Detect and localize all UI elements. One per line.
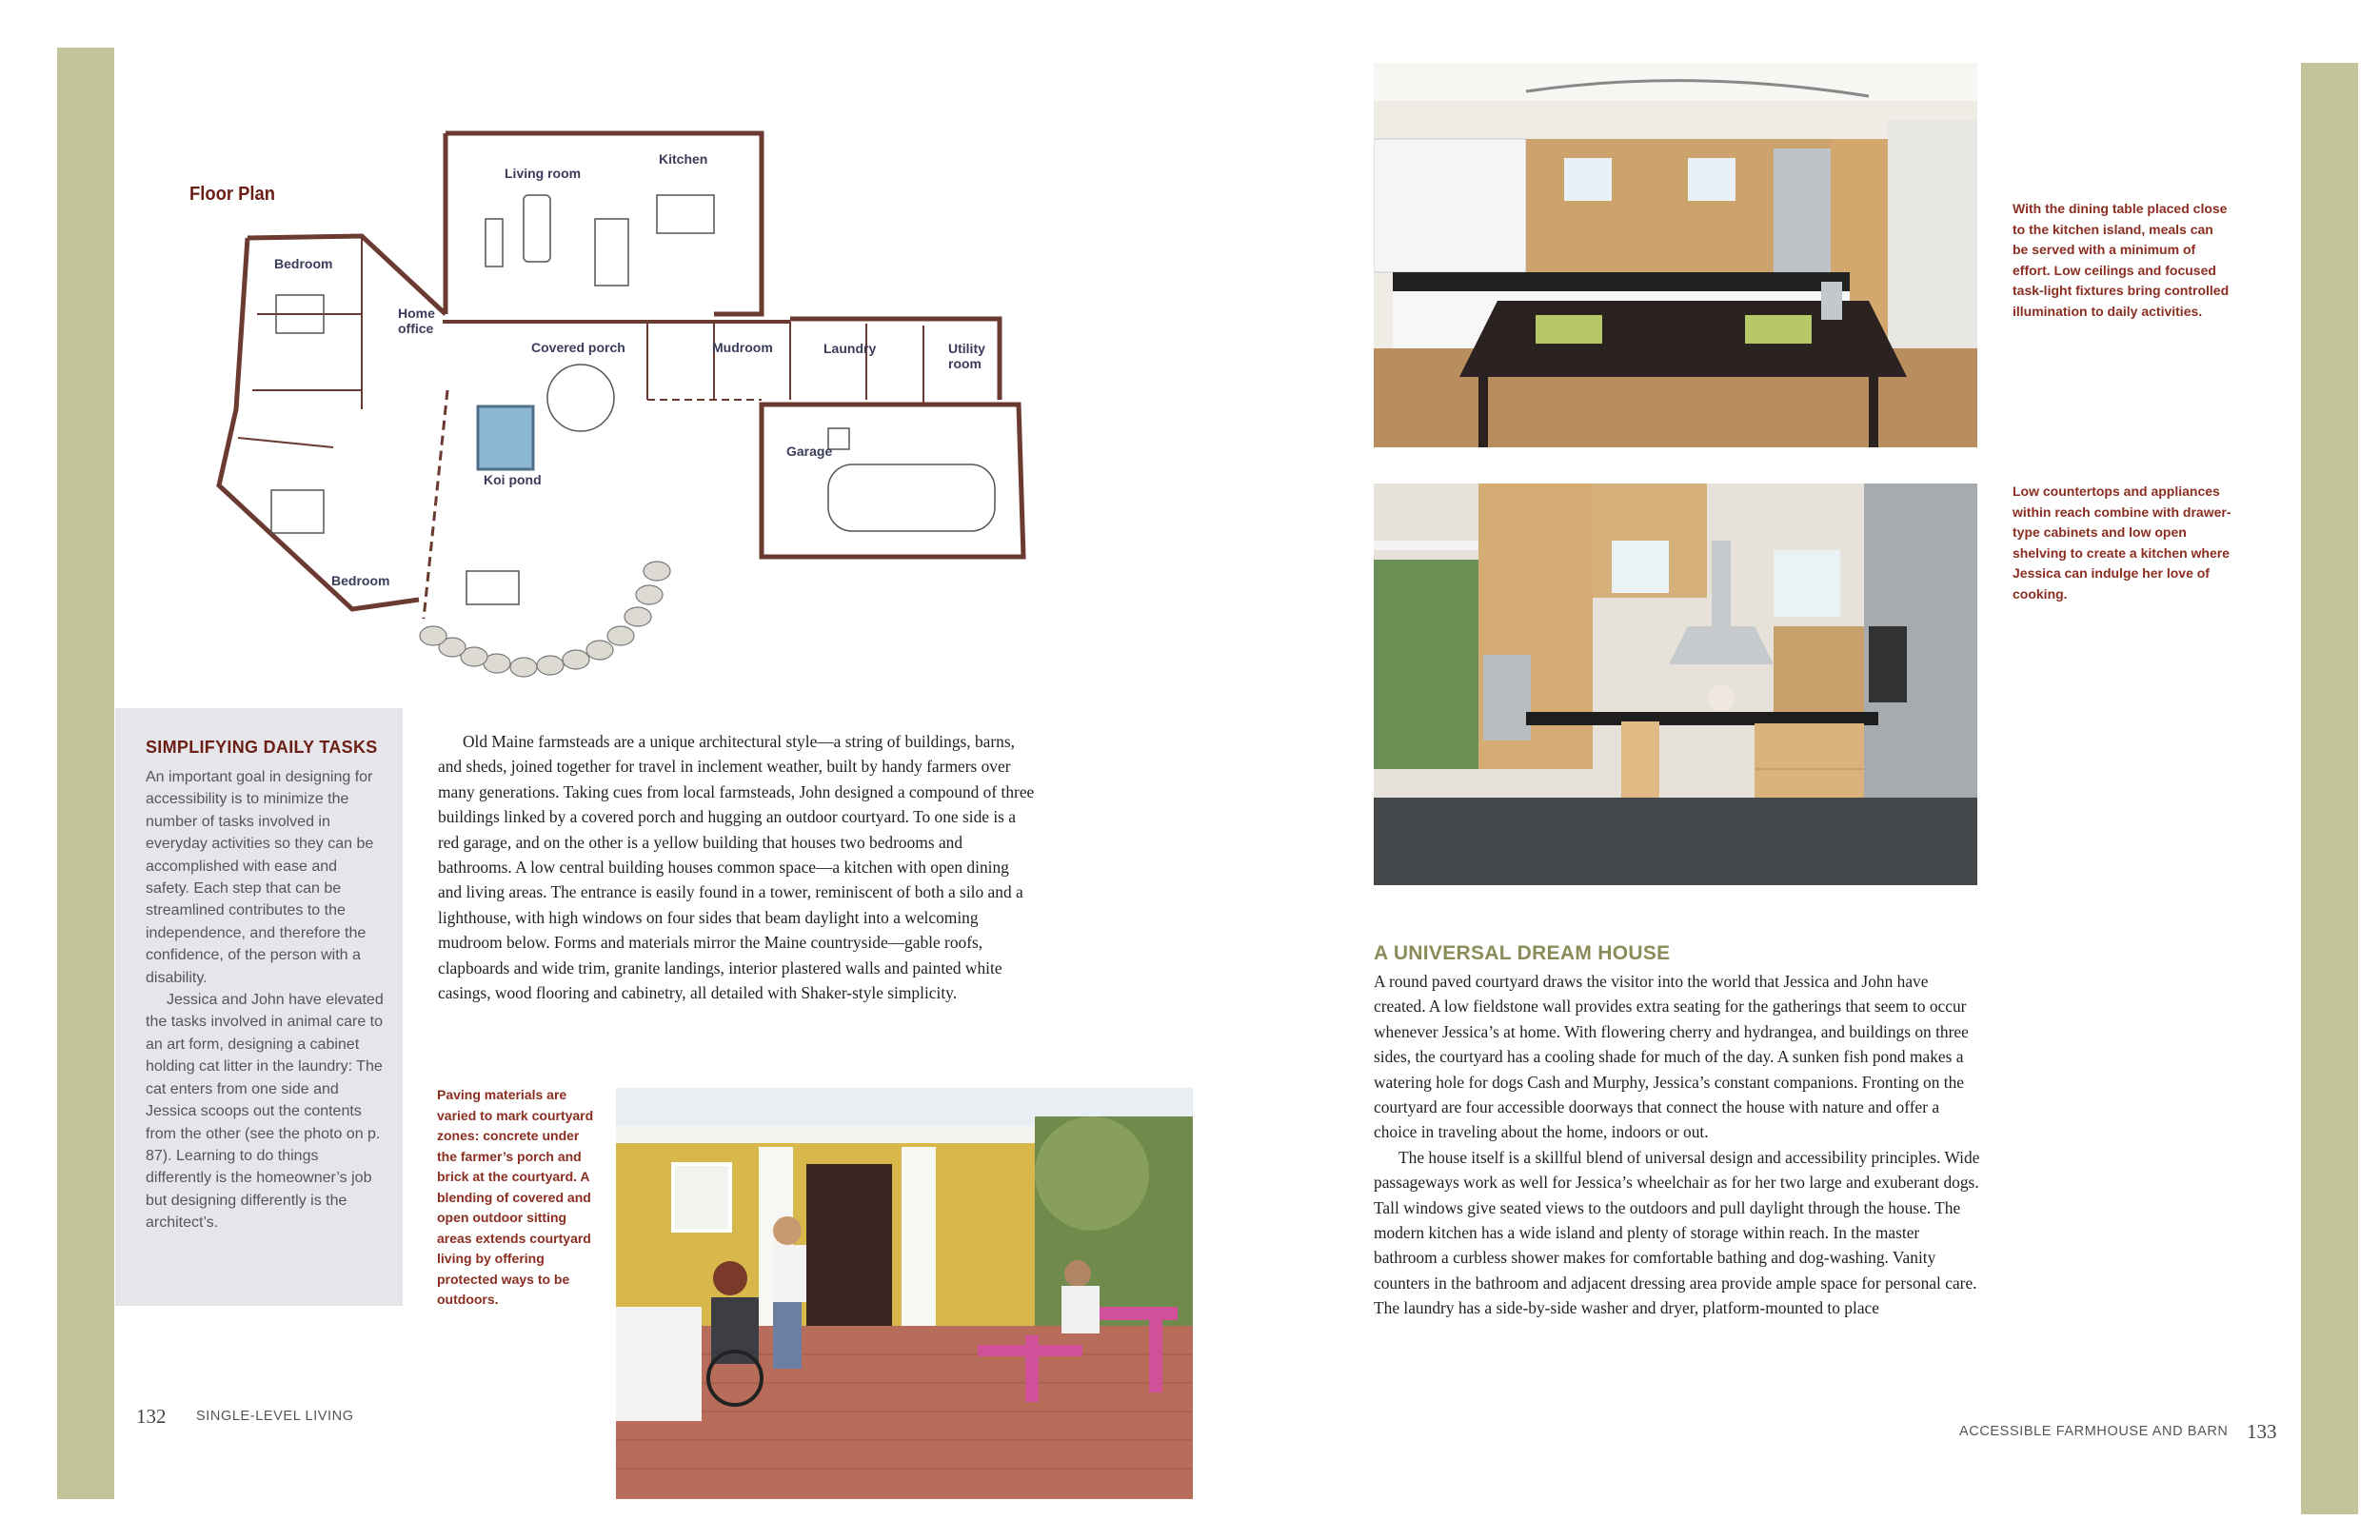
page-number-left: 132 (136, 1405, 167, 1428)
caption-kitchen-dining: With the dining table placed close to the kitchen island, meals can be served with a minimum of effort. Low ceilings and focused task-light fixtures bring controlled illumination to daily activities. (2013, 201, 2230, 319)
section-heading: A UNIVERSAL DREAM HOUSE (1374, 942, 1671, 964)
left-margin-bar (57, 48, 114, 1499)
caption-kitchen-counters: Low countertops and appliances within reach combine with drawer-type cabinets and low open shelving to create a kitchen where Jessica can indulge her love of cooking. (2013, 484, 2231, 602)
body-right-paragraph-2: The house itself is a skillful blend of universal design and accessibility principles. Wide passageways work as well for Jessica’s wheelchair as for her two large and exuberant dogs. Tall windows give seated views to the outdoors and pull daylight through the house. The modern kitchen has a wide island and plenty of storage within reach. In the master bathroom a curbless shower makes for comfortable bathing and dog-washing. Vanity counters in the bathroom and adjacent dressing area provide ample space for personal care. The laundry has a side-by-side washer and dryer, platform-mounted to place (1374, 1147, 1980, 1318)
floor-plan-drawing (200, 124, 1038, 695)
label-living-room: Living room (505, 166, 582, 181)
label-bedroom-bottom: Bedroom (331, 573, 390, 588)
right-margin-bar (2301, 63, 2358, 1514)
body-right-paragraph-1: A round paved courtyard draws the visitor into the world that Jessica and John have created. A low fieldstone wall provides extra seating for the gatherings that seem to occur whenever Jessica’s at home. With flowering cherry and hydrangea, and buildings on three sides, the courtyard has a cooling shade for much of the day. A sunken fish pond makes a watering hole for dogs Cash and Murphy, Jessica’s constant companions. Fronting on the courtyard are four accessible doorways that connect the house with nature and offer a choice in traveling about the home, indoors or out. (1374, 972, 1969, 1142)
label-covered-porch: Covered porch (531, 340, 625, 355)
label-utility-line2: room (948, 356, 982, 371)
label-bedroom-top: Bedroom (274, 256, 333, 271)
caption-porch: Paving materials are varied to mark courtyard zones: concrete under the farmer’s porch and brick at the courtyard. A blending of covered and open outdoor sitting areas extends courtyard living by offering protected ways to be outdoors. (437, 1087, 594, 1307)
label-laundry: Laundry (823, 341, 877, 356)
label-mudroom: Mudroom (712, 340, 773, 355)
running-footer-right: ACCESSIBLE FARMHOUSE AND BARN (1959, 1424, 2229, 1439)
floor-plan-title: Floor Plan (189, 184, 275, 205)
sidebar-paragraph-1: An important goal in designing for accessibility is to minimize the number of tasks involved in everyday activities so they can be accomplished with ease and safety. Each step that can be streamlined contributes to the independence, and therefore the confidence, of the person with a disability. (146, 769, 374, 986)
label-utility-line1: Utility (948, 341, 985, 356)
running-footer-left: SINGLE-LEVEL LIVING (196, 1409, 354, 1424)
body-text-left (438, 729, 1036, 1005)
photo-porch-courtyard (616, 1088, 1193, 1499)
sidebar-title: SIMPLIFYING DAILY TASKS (146, 738, 378, 757)
body-left-paragraph: Old Maine farmsteads are a unique architectural style—a string of buildings, barns, and sheds, joined together for travel in inclement weather, built by handy farmers over many generations. Taking cues from local farmsteads, John designed a compound of three buildings linked by a covered porch and hugging an outdoor courtyard. To one side is a red garage, and on the other is a yellow building that houses two bedrooms and bathrooms. A low central building houses common space—a kitchen with open dining and living areas. The entrance is easily found in a tower, reminiscent of both a silo and a lighthouse, with high windows on four sides that beam daylight into a welcoming mudroom below. Forms and materials mirror the Maine countryside—gable roofs, clapboards and wide trim, granite landings, interior plastered walls and painted white casings, wood flooring and cabinetry, all detailed with Shaker-style simplicity. (438, 732, 1035, 1003)
page-number-right: 133 (2247, 1420, 2277, 1443)
sidebar-paragraph-2: Jessica and John have elevated the tasks involved in animal care to an art form, designing a cabinet holding cat litter in the laundry: The cat enters from one side and Jessica scoops out the contents from the other (see the photo on p. 87). Learning to do things differently is the homeowner’s job but designing differently is the architect’s. (146, 992, 384, 1232)
sidebar-text (146, 766, 384, 1234)
label-home-office-line1: Home (398, 306, 435, 321)
body-text-right (1374, 969, 1983, 1321)
label-home-office-line2: office (398, 321, 434, 336)
photo-kitchen-counters (1374, 484, 1977, 885)
photo-kitchen-dining (1374, 63, 1977, 447)
label-koi-pond: Koi pond (484, 472, 542, 487)
label-kitchen: Kitchen (659, 151, 708, 167)
label-garage: Garage (786, 444, 833, 459)
